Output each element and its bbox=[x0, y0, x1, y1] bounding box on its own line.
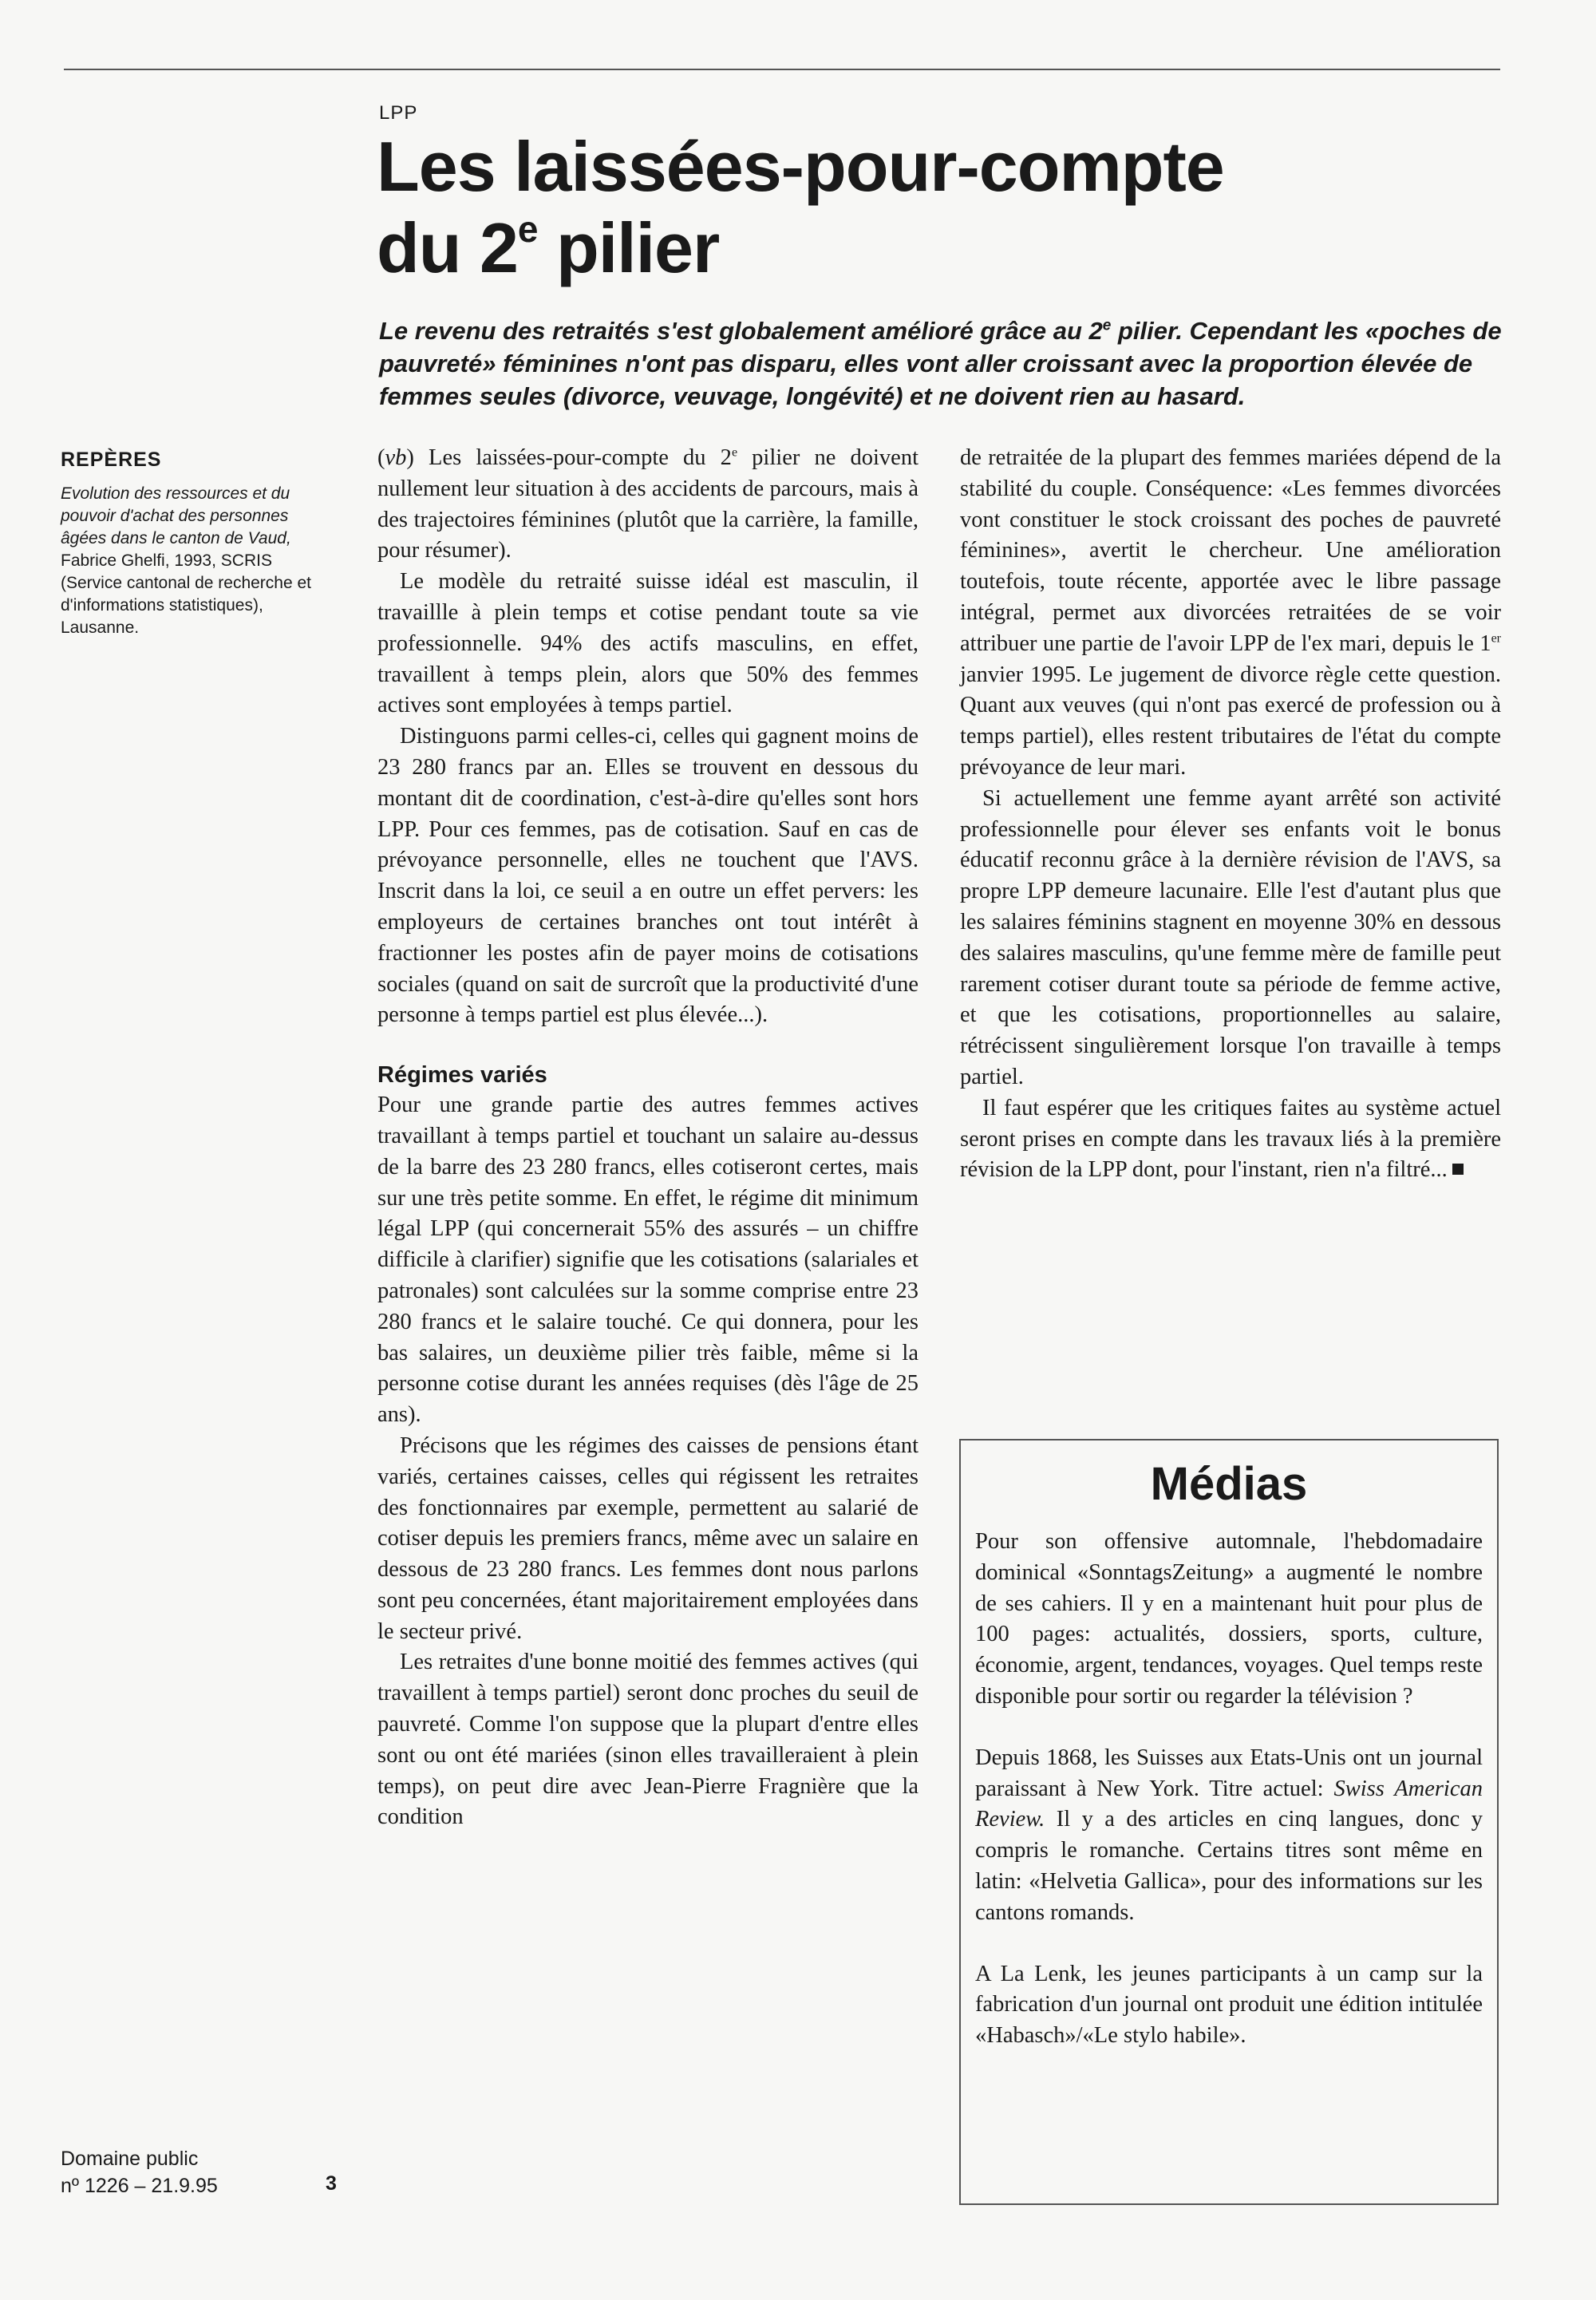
reperes-title: REPÈRES bbox=[61, 449, 162, 471]
end-of-article-mark bbox=[1452, 1164, 1464, 1175]
superscript: e bbox=[731, 445, 738, 460]
author-initials: vb bbox=[385, 445, 407, 470]
lede-sup: e bbox=[1102, 317, 1112, 334]
section-kicker: LPP bbox=[379, 102, 418, 124]
paragraph: Le modèle du retraité suisse idéal est masculin, il travaillle à plein temps et cotise pendant toute sa vie professionnelle. 94% des actifs masculins, en effet, travaillent à temps plein, alors que 50% des femmes actives sont employées à temps partiel. bbox=[377, 569, 918, 718]
reperes-sidebar bbox=[61, 449, 324, 639]
paragraph-text: ) Les laissées-pour-compte du 2 bbox=[406, 445, 732, 470]
publication-name: Domaine public bbox=[61, 2148, 199, 2170]
medias-title: Médias bbox=[1150, 1458, 1308, 1510]
page-number: 3 bbox=[326, 2172, 337, 2195]
superscript: er bbox=[1491, 631, 1501, 646]
reperes-ref-title: Evolution des ressources et du pouvoir d'achat des personnes âgées dans le canton de Vaud, bbox=[61, 484, 291, 547]
publication-title: Swiss American Review. bbox=[975, 1776, 1483, 1832]
subheading: Régimes variés bbox=[377, 1062, 547, 1089]
medias-item bbox=[975, 1743, 1483, 1929]
headline-sup: e bbox=[517, 208, 538, 250]
medias-item: Pour son offensive automnale, l'hebdomadaire dominical «SonntagsZeitung» a augmenté le nombre de ses cahiers. Il y en a maintenant huit pour plus de 100 pages: actualités, dossiers, sports, culture, économie, argent, tendances, voyages. Quel temps reste disponible pour sortir ou regarder la télévision ? bbox=[975, 1529, 1483, 1709]
publication-footer bbox=[61, 2145, 218, 2199]
medias-text: Depuis 1868, les Suisses aux Etats-Unis ont un journal paraissant à New York. Titre actuel: bbox=[975, 1745, 1483, 1801]
paragraph bbox=[377, 443, 918, 567]
reperes-ref-details: Fabrice Ghelfi, 1993, SCRIS (Service cantonal de recherche et d'informations statistiques), Lausanne. bbox=[61, 551, 312, 637]
headline-line1: Les laissées-pour-compte bbox=[377, 127, 1224, 206]
headline-line2-end: pilier bbox=[537, 208, 720, 287]
lede-text-a: Le revenu des retraités s'est globalement amélioré grâce au 2 bbox=[379, 317, 1103, 345]
paragraph bbox=[960, 1093, 1501, 1186]
paragraph-text: de retraitée de la plupart des femmes mariées dépend de la stabilité du couple. Conséquence: «Les femmes divorcées vont constituer le stock croissant des poches de pauvreté féminines», avertit le chercheur. Une amélioration toutefois, toute récente, apportée avec le libre passage intégral, permet aux divorcées retraitées de se voir attribuer une partie de l'avoir LPP de l'ex mari, depuis le 1 bbox=[960, 445, 1501, 656]
paragraph bbox=[960, 443, 1501, 784]
medias-box bbox=[959, 1439, 1499, 2205]
reperes-reference bbox=[61, 483, 324, 639]
paragraph: Si actuellement une femme ayant arrêté son activité professionnelle pour élever ses enfants voit le bonus éducatif reconnu grâce à la dernière révision de l'AVS, sa propre LPP demeure lacunaire. Elle l'est d'autant plus que les salaires féminins stagnent en moyenne 30% en dessous des salaires masculins, qu'une femme mère de famille peut rarement cotiser durant toute sa période de femme active, et que les cotisations, proportionnelles au salaire, rétrécissent singulièrement lorsque l'on travaille à temps partiel. bbox=[960, 785, 1501, 1089]
paragraph-text: janvier 1995. Le jugement de divorce règle cette question. Quant aux veuves (qui n'ont pas exercé de profession ou à temps partiel), elles restent tributaires de l'état du compte prévoyance de leur mari. bbox=[960, 662, 1501, 780]
headline-line2-start: du 2 bbox=[377, 208, 518, 287]
paragraph-text: pilier ne doivent nullement leur situation à des accidents de parcours, mais à des trajectoires féminines (plutôt que la carrière, la famille, pour résumer). bbox=[377, 445, 918, 563]
issue-info: nº 1226 – 21.9.95 bbox=[61, 2175, 218, 2197]
lede bbox=[379, 314, 1504, 413]
headline bbox=[377, 126, 1414, 289]
lede-text-b: pilier. Cependant les «poches de pauvreté» féminines n'ont pas disparu, elles vont aller croissant avec la proportion élevée de femmes seules (divorce, veuvage, longévité) et ne doivent rien au hasard. bbox=[379, 317, 1502, 410]
paragraph: Pour une grande partie des autres femmes actives travaillant à temps partiel et touchant un salaire au-dessus de la barre des 23 280 francs, elles cotiseront certes, mais sur une très petite somme. En effet, le régime dit minimum légal LPP (qui concernerait 55% des assurés – un chiffre difficile à clarifier) signifie que les cotisations (salariales et patronales) sont calculées sur la somme comprise entre 23 280 francs et le salaire touché. Ce qui donnera, pour les bas salaires, un deuxième pilier très faible, même si la personne cotise durant les années requises (dès l'âge de 25 ans). bbox=[377, 1093, 918, 1428]
article-column-1 bbox=[377, 443, 918, 1833]
paragraph: Distinguons parmi celles-ci, celles qui gagnent moins de 23 280 francs par an. Elles se trouvent en dessous du montant dit de coordination, c'est-à-dire qu'elles sont hors LPP. Pour ces femmes, pas de cotisation. Sauf en cas de prévoyance personnelle, elles ne touchent que l'AVS. Inscrit dans la loi, ce seuil a en outre un effet pervers: les employeurs de certaines branches ont tout intérêt à fractionner les postes afin de payer moins de cotisations sociales (quand on sait de surcroît que la productivité d'une personne à temps partiel est plus élevée...). bbox=[377, 724, 918, 1028]
paren-open: ( bbox=[377, 445, 385, 470]
paragraph-text: Il faut espérer que les critiques faites au système actuel seront prises en compte dans les travaux liés à la première révision de la LPP dont, pour l'instant, rien n'a filtré... bbox=[960, 1095, 1501, 1183]
top-rule bbox=[64, 69, 1500, 70]
medias-item: A La Lenk, les jeunes participants à un camp sur la fabrication d'un journal ont produit une édition intitulée «Habasch»/«Le stylo habile». bbox=[975, 1961, 1483, 2049]
paragraph: Les retraites d'une bonne moitié des femmes actives (qui travaillent à temps partiel) seront donc proches du seuil de pauvreté. Comme l'on suppose que la plupart d'entre elles sont ou ont été mariées (sinon elles travailleraient à plein temps), on peut dire avec Jean-Pierre Fragnière que la condition bbox=[377, 1650, 918, 1830]
article-column-2 bbox=[960, 443, 1501, 1186]
paragraph: Précisons que les régimes des caisses de pensions étant variés, certaines caisses, celles qui régissent les retraites des fonctionnaires par exemple, permettent au salarié de cotiser depuis les premiers francs, même avec un salaire en dessous de 23 280 francs. Les femmes dont nous parlons sont peu concernées, étant majoritairement employées dans le secteur privé. bbox=[377, 1433, 918, 1644]
medias-text: Il y a des articles en cinq langues, donc y compris le romanche. Certains titres sont même en latin: «Helvetia Gallica», pour des informations sur les cantons romands. bbox=[975, 1807, 1483, 1925]
